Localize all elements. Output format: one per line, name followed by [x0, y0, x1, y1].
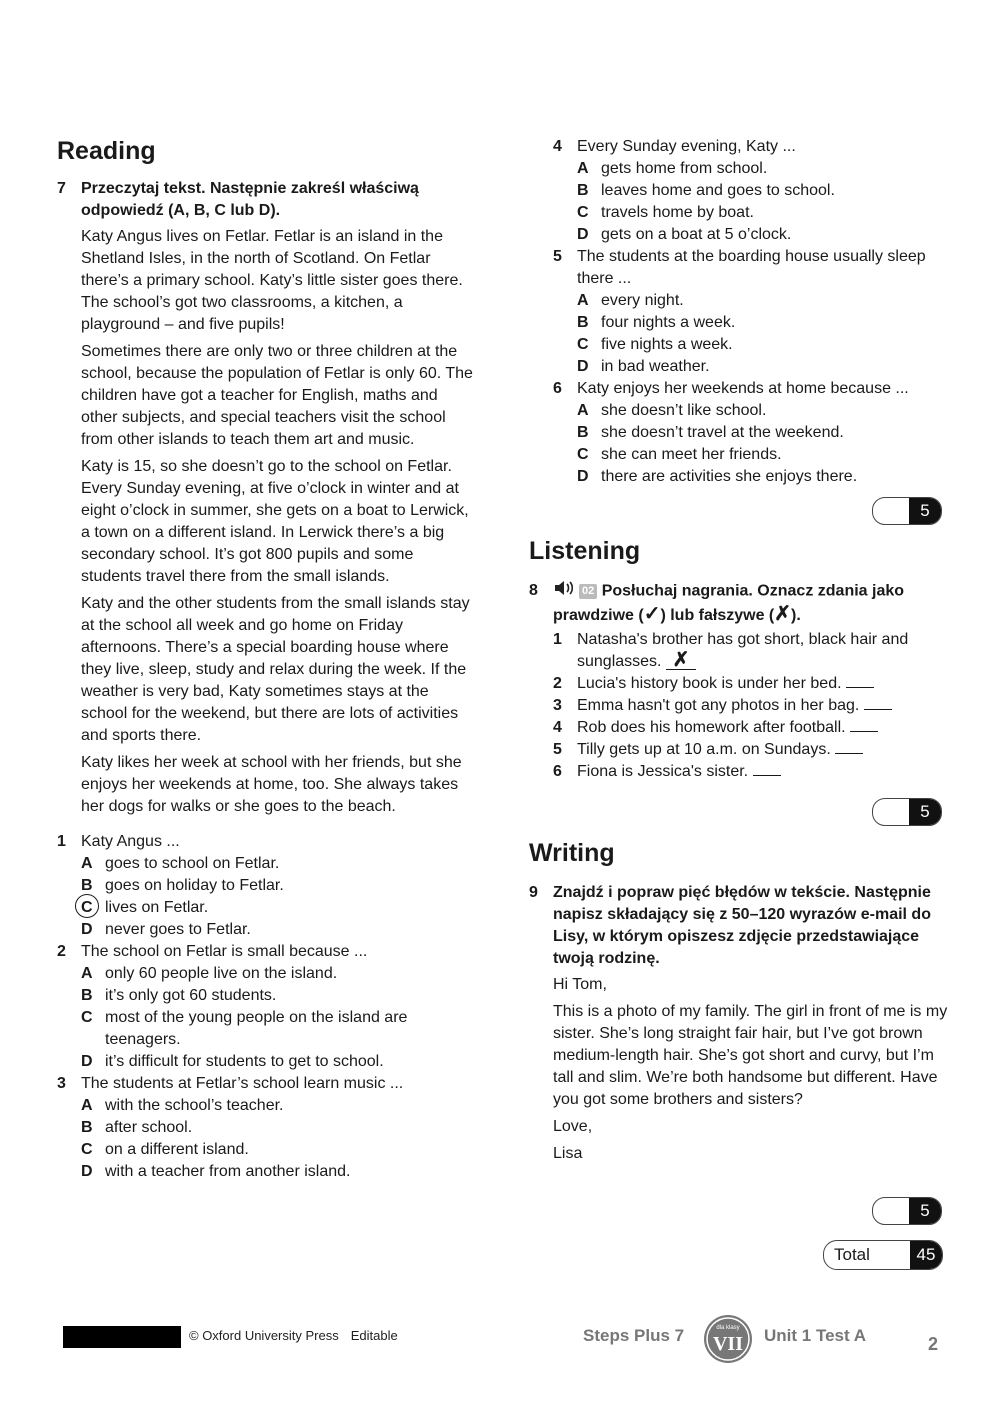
option-text: she doesn’t travel at the weekend.	[601, 424, 844, 441]
task-number: 8	[529, 582, 538, 599]
item-number: 6	[553, 763, 562, 780]
copyright-text: © Oxford University Press	[189, 1328, 339, 1343]
option-text: lives on Fetlar.	[105, 899, 209, 916]
answer-option[interactable]	[553, 180, 949, 202]
reading-paragraph: Sometimes there are only two or three children at the school, because the population of Fetlar is only 60. The children have got a teacher for English, maths and other subjects, and special teachers visit the school from other islands to teach them art and music.	[81, 343, 473, 448]
question-text: The students at the boarding house usually sleep there ...	[577, 248, 926, 287]
answer-blank[interactable]	[850, 717, 878, 732]
item-number: 5	[553, 741, 562, 758]
question-number: 4	[553, 138, 562, 155]
option-text: goes to school on Fetlar.	[105, 855, 280, 872]
item-text: Fiona is Jessica's sister.	[577, 763, 749, 780]
question	[553, 378, 949, 400]
left-column	[57, 136, 477, 1183]
question	[553, 136, 949, 158]
option-text: it’s difficult for students to get to school.	[105, 1053, 384, 1070]
question	[57, 831, 477, 853]
option-text: there are activities she enjoys there.	[601, 468, 858, 485]
listening-score-box[interactable]	[872, 798, 942, 826]
footer-copyright	[189, 1328, 398, 1343]
option-letter: D	[577, 358, 589, 375]
answer-option[interactable]	[553, 290, 949, 312]
item-number: 4	[553, 719, 562, 736]
option-letter: D	[81, 1163, 93, 1180]
option-letter: C	[577, 446, 589, 463]
track-number-badge: 02	[579, 584, 597, 599]
option-text: only 60 people live on the island.	[105, 965, 338, 982]
option-text: never goes to Fetlar.	[105, 921, 251, 938]
listening-instruction	[529, 580, 949, 627]
writing-instruction	[529, 882, 949, 970]
page-number: 2	[928, 1334, 939, 1354]
option-text: it’s only got 60 students.	[105, 987, 277, 1004]
instruction-text: ).	[791, 607, 801, 624]
option-text: in bad weather.	[601, 358, 710, 375]
option-text: four nights a week.	[601, 314, 736, 331]
total-score-box	[823, 1240, 943, 1270]
reading-paragraph: Katy Angus lives on Fetlar. Fetlar is an island in the Shetland Isles, in the north of Scotland. On Fetlar there’s a primary school. Katy’s little sister goes there. The school’s got two classrooms, a kitchen, a playground – and five pupils!	[81, 228, 463, 333]
answer-blank[interactable]	[864, 695, 892, 710]
option-letter: A	[81, 1097, 93, 1114]
option-letter: C	[81, 897, 93, 919]
reading-paragraph: Katy is 15, so she doesn’t go to the school on Fetlar. Every Sunday evening, at five o’clock in winter and at eight o’clock in summer, she gets on a boat to Lerwick, a town on a different island. In Lerwick there’s a big secondary school. It’s got 800 pupils and some students travel there from the small islands.	[81, 458, 469, 585]
listening-item	[553, 695, 949, 717]
brand-name: Steps Plus 7	[583, 1326, 685, 1345]
answer-option[interactable]	[57, 1007, 477, 1051]
total-value: 45	[910, 1241, 942, 1269]
option-text: leaves home and goes to school.	[601, 182, 835, 199]
writing-section	[529, 838, 949, 1170]
option-text: gets on a boat at 5 o’clock.	[601, 226, 792, 243]
option-text: with a teacher from another island.	[105, 1163, 351, 1180]
item-text: Natasha's brother has got short, black hair and sunglasses.	[577, 631, 909, 670]
instruction-text: Posłuchaj nagrania. Oznacz zdania jako prawdziwe (	[553, 582, 905, 624]
listening-item	[553, 761, 949, 783]
option-text: five nights a week.	[601, 336, 733, 353]
question-number: 5	[553, 248, 562, 265]
reading-paragraph: Katy likes her week at school with her friends, but she enjoys her weekends at home, too. She always takes her dogs for walks or she goes to the beach.	[81, 754, 462, 815]
question-number: 6	[553, 380, 562, 397]
email-signature: Lisa	[553, 1145, 583, 1162]
instruction-text: Znajdź i popraw pięć błędów w tekście. Następnie napisz składający się z 50–120 wyrazów e-mail do Lisy, w którym opiszesz zdjęcie przedstawiające twoją rodzinę.	[553, 884, 931, 967]
check-mark-icon: ✓	[643, 603, 661, 625]
logo-big-text: VII	[712, 1333, 744, 1355]
question-number: 1	[57, 833, 66, 850]
answer-option[interactable]	[57, 1139, 477, 1161]
option-letter: A	[577, 160, 589, 177]
answer-option[interactable]	[57, 1117, 477, 1139]
answer-option[interactable]	[57, 919, 477, 941]
score-value: 5	[909, 1198, 941, 1224]
answer-blank[interactable]	[835, 739, 863, 754]
question	[57, 1073, 477, 1095]
answer-option[interactable]	[553, 356, 949, 378]
class-vii-logo-icon	[702, 1313, 754, 1365]
answer-option[interactable]	[553, 400, 949, 422]
item-text: Rob does his homework after football.	[577, 719, 846, 736]
email-closing: Love,	[553, 1118, 593, 1135]
option-letter: C	[577, 336, 589, 353]
editable-label: Editable	[350, 1328, 398, 1343]
answer-option[interactable]	[553, 444, 949, 466]
cross-mark-icon: ✗	[774, 603, 792, 625]
total-label: Total	[834, 1245, 870, 1264]
question-text: Every Sunday evening, Katy ...	[577, 138, 796, 155]
footer-black-bar	[63, 1326, 181, 1348]
listening-section	[529, 536, 949, 783]
option-letter: A	[577, 292, 589, 309]
answer-blank[interactable]	[846, 673, 874, 688]
option-text: goes on holiday to Fetlar.	[105, 877, 284, 894]
answer-option[interactable]	[57, 1051, 477, 1073]
option-letter: D	[81, 1053, 93, 1070]
question-number: 3	[57, 1075, 66, 1092]
speaker-icon[interactable]	[553, 580, 577, 603]
question-text: Katy Angus ...	[81, 833, 180, 850]
email-greeting: Hi Tom,	[553, 976, 607, 993]
answer-option[interactable]	[57, 853, 477, 875]
option-text: every night.	[601, 292, 684, 309]
option-letter: A	[81, 855, 93, 872]
answer-option[interactable]	[57, 963, 477, 985]
option-letter: A	[81, 965, 93, 982]
answer-option[interactable]	[57, 1095, 477, 1117]
listening-item	[553, 629, 949, 673]
question-text: Katy enjoys her weekends at home because ...	[577, 380, 909, 397]
reading-paragraph: Katy and the other students from the small islands stay at the school all week and go home on Friday afternoons. There’s a special boarding house where they live, sleep, study and relax during the week. If the weather is very bad, Katy sometimes stays at the school for the weekend, but there are lots of activities and sports there.	[81, 595, 470, 744]
instruction-text: ) lub fałszywe (	[660, 607, 775, 624]
option-text: on a different island.	[105, 1141, 249, 1158]
question	[553, 246, 949, 290]
score-value: 5	[909, 498, 941, 524]
answer-option[interactable]	[553, 202, 949, 224]
question-text: The students at Fetlar’s school learn music ...	[81, 1075, 404, 1092]
answer-option[interactable]	[57, 875, 477, 897]
item-number: 3	[553, 697, 562, 714]
item-text: Emma hasn't got any photos in her bag.	[577, 697, 860, 714]
option-letter: B	[81, 877, 93, 894]
option-letter: D	[577, 226, 589, 243]
reading-title: Reading	[57, 137, 156, 165]
option-text: with the school’s teacher.	[105, 1097, 284, 1114]
answer-option[interactable]	[553, 466, 949, 488]
option-letter: A	[577, 402, 589, 419]
question-text: The school on Fetlar is small because ...	[81, 943, 368, 960]
listening-title: Listening	[529, 537, 641, 565]
reading-score-box[interactable]	[872, 497, 942, 525]
option-letter: D	[81, 921, 93, 938]
task-number: 7	[57, 180, 66, 197]
answer-option[interactable]	[553, 334, 949, 356]
option-text: gets home from school.	[601, 160, 768, 177]
right-column	[529, 136, 949, 488]
writing-title: Writing	[529, 839, 615, 867]
email-body: This is a photo of my family. The girl in front of me is my sister. She’s long straight fair hair, but I’ve got brown medium-length hair. She’s got short and curvy, but I’m tall and slim. We’re both handsome but different. Have you got some brothers and sisters?	[553, 1003, 948, 1108]
answer-option[interactable]	[553, 158, 949, 180]
question-number: 2	[57, 943, 66, 960]
option-letter: B	[81, 987, 93, 1004]
reading-instruction	[57, 178, 477, 222]
option-letter: C	[81, 1141, 93, 1158]
option-text: she can meet her friends.	[601, 446, 782, 463]
option-letter: B	[577, 182, 589, 199]
unit-label: Unit 1 Test A	[764, 1326, 867, 1345]
option-text: travels home by boat.	[601, 204, 754, 221]
answer-option-selected[interactable]	[57, 897, 477, 919]
listening-item	[553, 673, 949, 695]
answer-option[interactable]	[553, 312, 949, 334]
item-number: 1	[553, 631, 562, 648]
option-text: she doesn’t like school.	[601, 402, 767, 419]
option-text: after school.	[105, 1119, 193, 1136]
item-text: Lucia's history book is under her bed.	[577, 675, 842, 692]
instruction-text: Przeczytaj tekst. Następnie zakreśl właściwą odpowiedź (A, B, C lub D).	[81, 180, 419, 219]
listening-item	[553, 739, 949, 761]
option-letter: B	[577, 424, 589, 441]
option-letter: D	[577, 468, 589, 485]
answer-option[interactable]	[553, 224, 949, 246]
option-letter: C	[81, 1009, 93, 1026]
answer-option[interactable]	[553, 422, 949, 444]
answer-blank[interactable]: ✗	[666, 651, 696, 670]
score-value: 5	[909, 799, 941, 825]
writing-score-box[interactable]	[872, 1197, 942, 1225]
question	[57, 941, 477, 963]
item-number: 2	[553, 675, 562, 692]
item-text: Tilly gets up at 10 a.m. on Sundays.	[577, 741, 831, 758]
listening-item	[553, 717, 949, 739]
option-text: most of the young people on the island are teenagers.	[105, 1009, 408, 1048]
option-letter: B	[81, 1119, 93, 1136]
answer-option[interactable]	[57, 985, 477, 1007]
option-letter: C	[577, 204, 589, 221]
task-number: 9	[529, 884, 538, 901]
option-letter: B	[577, 314, 589, 331]
answer-option[interactable]	[57, 1161, 477, 1183]
answer-blank[interactable]	[753, 761, 781, 776]
logo-small-text: dla klasy	[716, 1325, 740, 1331]
